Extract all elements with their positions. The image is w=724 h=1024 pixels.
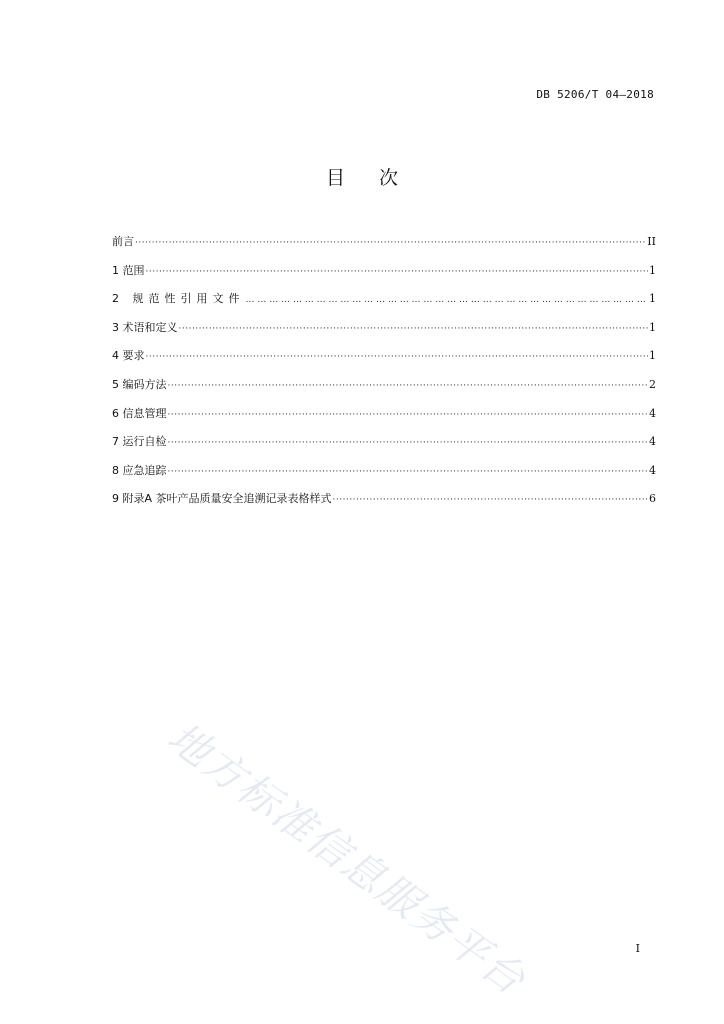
toc-entry-label: 3 术语和定义 bbox=[112, 320, 178, 334]
toc-entry-label: 7 运行自检 bbox=[112, 435, 167, 449]
toc-entry-label: 5 编码方法 bbox=[112, 377, 167, 391]
toc-leader-dots bbox=[135, 238, 646, 248]
toc-leader-dots bbox=[168, 438, 649, 448]
toc-leader-dots bbox=[146, 352, 649, 362]
toc-entry-self-check[interactable] bbox=[112, 433, 656, 462]
toc-entry-page: 4 bbox=[649, 406, 656, 420]
toc-leader-dots bbox=[246, 295, 649, 305]
toc-entry-information-management[interactable] bbox=[112, 405, 656, 434]
toc-leader-dots bbox=[168, 381, 649, 391]
toc-leader-dots bbox=[168, 410, 649, 420]
toc-entry-emergency-tracking[interactable] bbox=[112, 462, 656, 491]
toc-leader-dots bbox=[168, 467, 649, 477]
toc-entry-appendix-a[interactable] bbox=[112, 490, 656, 519]
toc-title bbox=[0, 163, 724, 190]
toc-entry-page: 1 bbox=[649, 349, 656, 363]
toc-entry-page: 2 bbox=[649, 377, 656, 391]
toc-leader-dots bbox=[146, 267, 649, 277]
toc-entry-page: 4 bbox=[649, 463, 656, 477]
toc-entry-requirements[interactable] bbox=[112, 347, 656, 376]
toc-entry-label: 前言 bbox=[112, 235, 134, 248]
toc-entry-page: 1 bbox=[649, 320, 656, 334]
toc-entry-label: 9 附录A 茶叶产品质量安全追溯记录表格样式 bbox=[112, 492, 332, 506]
toc-leader-dots bbox=[333, 495, 648, 505]
watermark: 地方标准信息服务平台 bbox=[158, 712, 535, 1005]
toc-entry-normative-references[interactable] bbox=[112, 290, 656, 319]
toc-entry-label: 6 信息管理 bbox=[112, 406, 167, 420]
toc-entry-scope[interactable] bbox=[112, 262, 656, 291]
toc-entry-page: 6 bbox=[649, 492, 656, 506]
toc-title-left: 目 bbox=[325, 167, 345, 189]
page-number: I bbox=[635, 942, 640, 955]
toc-title-right: 次 bbox=[379, 167, 399, 189]
toc-entry-page: 4 bbox=[649, 435, 656, 449]
toc-entry-label: 1 范围 bbox=[112, 263, 145, 277]
toc-leader-dots bbox=[179, 324, 649, 334]
document-code: DB 5206/T 04—2018 bbox=[536, 88, 654, 101]
toc-entry-page: 1 bbox=[649, 263, 656, 277]
toc-entry-label: 4 要求 bbox=[112, 349, 145, 363]
toc-entry-page: 1 bbox=[649, 292, 656, 306]
toc-entry-page: II bbox=[647, 235, 656, 248]
toc-entry-terms-definitions[interactable] bbox=[112, 319, 656, 348]
toc-entry-foreword[interactable] bbox=[112, 233, 656, 262]
toc-entry-label: 2 规范性引用文件 bbox=[112, 292, 245, 306]
toc-entry-label: 8 应急追踪 bbox=[112, 463, 167, 477]
toc-entry-coding-method[interactable] bbox=[112, 376, 656, 405]
toc-list bbox=[112, 233, 656, 519]
